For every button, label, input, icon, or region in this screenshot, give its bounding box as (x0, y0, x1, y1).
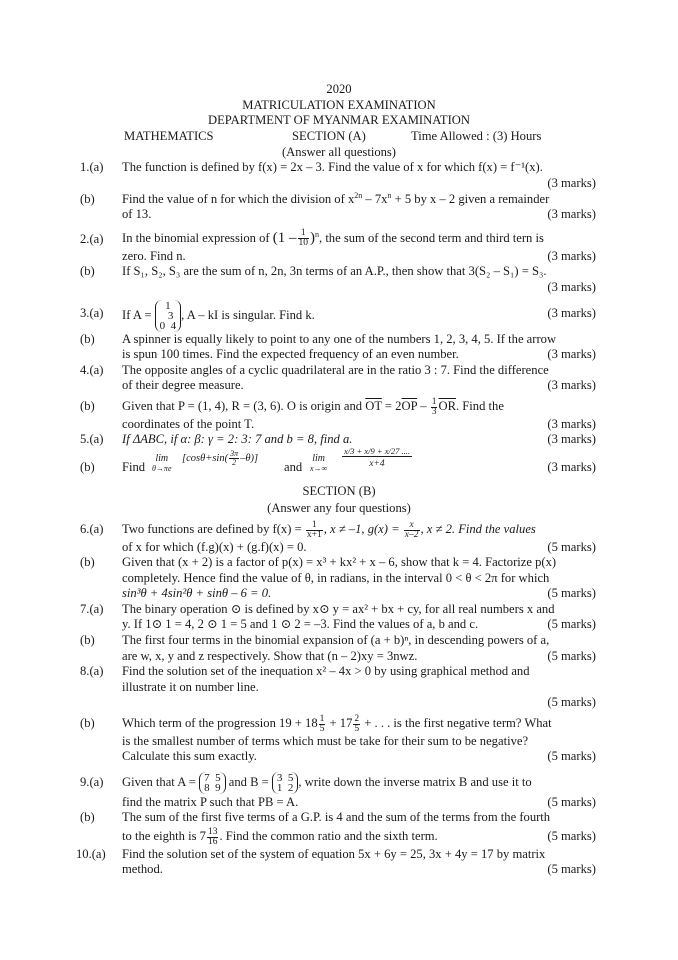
marks: (3 marks) (547, 279, 596, 294)
limit-1-expression: [cosθ+sin( $\frac{3\pi}{2}$ –θ)] (182, 448, 259, 467)
marks: (5 marks) (547, 648, 596, 663)
time-allowed: Time Allowed : (3) Hours (411, 128, 542, 143)
question-1a (0, 160, 678, 191)
question-text: Given that P = (1, 4), R = (3, 6). O is origin and $\overline{OT} = 2\overline{OP}$ – $\frac{1}{3}$ $\overline{OR}$. Find the (122, 396, 504, 417)
question-text-line: completely. Hence find the value of θ, in radians, in the interval 0 < θ < 2π for which (122, 570, 550, 585)
question-8b (0, 713, 678, 765)
question-number: 6.(a) (80, 521, 104, 536)
question-7b (0, 633, 678, 664)
matrix-a: 7 5 8 9 (199, 772, 226, 794)
marks: (3 marks) (547, 347, 596, 362)
marks: (5 marks) (547, 749, 596, 764)
question-text-line: are w, x, y and z respectively. Show that (n – 2)xy = 3nwz. (122, 648, 418, 663)
question-8a (0, 664, 678, 711)
question-text-line: zero. Find n. (122, 248, 186, 263)
marks: (3 marks) (547, 416, 596, 431)
marks: (3 marks) (547, 305, 596, 320)
question-text-line: find the matrix P such that PB = A. (122, 794, 299, 809)
question-text-line: is the smallest number of terms which must be take for their sum to be negative? (122, 733, 529, 748)
question-number: 2.(a) (80, 231, 104, 246)
question-number: (b) (80, 716, 95, 731)
question-text-line: of x for which (f.g)(x) + (g.f)(x) = 0. (122, 539, 307, 554)
limit-2: lim x→∞ (310, 452, 328, 473)
limit-2-fraction: x/3 + x/9 + x/27 .... x+4 (344, 445, 410, 469)
question-text-line: illustrate it on number line. (122, 679, 259, 694)
question-text-line: The opposite angles of a cyclic quadrilateral are in the ratio 3 : 7. Find the difference (122, 362, 549, 377)
marks: (5 marks) (547, 695, 596, 710)
question-number: 3.(a) (80, 305, 104, 320)
question-number: (b) (80, 191, 95, 206)
marks: (5 marks) (547, 829, 596, 844)
limit-1: lim θ→πe (152, 452, 172, 473)
question-number: 7.(a) (80, 601, 104, 616)
question-5a (0, 432, 678, 448)
question-4b (0, 396, 678, 432)
question-text-line: Calculate this sum exactly. (122, 749, 257, 764)
question-9a (0, 769, 678, 811)
question-text-line: Find the solution set of the system of equation 5x + 6y = 25, 3x + 4y = 17 by matrix (122, 846, 546, 861)
matrix-b: 3 5 1 2 (272, 772, 299, 794)
question-number: (b) (80, 633, 95, 648)
question-6a (0, 519, 678, 555)
question-number: (b) (80, 398, 95, 413)
marks: (3 marks) (547, 248, 596, 263)
question-text: If A = 1 3 0 4 , A – kI is singular. Find k. (3 marks) (122, 299, 596, 332)
question-7a (0, 602, 678, 633)
marks: (3 marks) (547, 378, 596, 393)
question-6b (0, 555, 678, 602)
section-b-title: SECTION (B) (302, 483, 376, 498)
question-text-line: y. If 1⊙ 1 = 4, 2 ⊙ 1 = 5 and 1 ⊙ 2 = –3. Find the values of a, b and c. (122, 617, 479, 632)
marks: (5 marks) (547, 617, 596, 632)
question-number: 8.(a) (80, 664, 104, 679)
exam-year: 2020 (326, 82, 352, 96)
question-10a (0, 847, 678, 878)
question-text-line: Find the solution set of the inequation x² – 4x > 0 by using graphical method and (122, 664, 530, 679)
question-text-line: method. (122, 862, 163, 877)
question-text-line: A spinner is equally likely to point to any one of the numbers 1, 2, 3, 4, 5. If the arrow (122, 331, 557, 346)
question-number: (b) (80, 331, 95, 346)
marks: (5 marks) (547, 586, 596, 601)
question-3b (0, 332, 678, 363)
question-number: 5.(a) (80, 432, 104, 447)
question-number: (b) (80, 264, 95, 279)
marks: (5 marks) (547, 539, 596, 554)
marks: (5 marks) (547, 862, 596, 877)
question-number: 4.(a) (80, 362, 104, 377)
question-text-line: The sum of the first five terms of a G.P. is 4 and the sum of the terms from the fourth (122, 810, 551, 825)
question-text: If S₁, S₂, S₃ are the sum of n, 2n, 3n terms of an A.P., then show that 3(S₂ – S₁) = S₃. (122, 264, 547, 279)
marks: (3 marks) (547, 175, 596, 190)
question-text: If ΔABC, if α: β: γ = 2: 3: 7 and b = 8, find a. (122, 432, 353, 447)
subject-name: MATHEMATICS (124, 128, 214, 143)
question-text: The function is defined by f(x) = 2x – 3. Find the value of x for which f(x) = f⁻¹(x). (122, 160, 543, 175)
question-3a (0, 300, 678, 332)
question-1b (0, 192, 678, 223)
question-text-line: is spun 100 times. Find the expected frequency of an even number. (122, 347, 459, 362)
question-9b (0, 810, 678, 846)
marks: (3 marks) (547, 459, 596, 474)
question-number: (b) (80, 810, 95, 825)
question-number: 9.(a) (80, 774, 104, 789)
question-text-line: coordinates of the point T. (122, 416, 255, 431)
question-number: 1.(a) (80, 160, 104, 175)
question-2a (0, 227, 678, 265)
question-text-line: Given that (x + 2) is a factor of p(x) = x³ + kx² + x – 6, show that k = 4. Factorize p(x) (122, 555, 557, 570)
question-text: Given that A = 7 5 8 9 and B = 3 5 1 2 , write down the inverse matrix B and use it to (122, 771, 532, 794)
question-number: (b) (80, 459, 95, 474)
marks: (5 marks) (547, 794, 596, 809)
question-text-line: The binary operation ⊙ is defined by x⊙ y = ax² + bx + cy, for all real numbers x and (122, 601, 555, 616)
department-name: DEPARTMENT OF MYANMAR EXAMINATION (208, 113, 470, 128)
matrix-a: 1 3 0 4 (155, 300, 182, 332)
section-b-instruction: (Answer any four questions) (267, 501, 411, 516)
marks: (3 marks) (547, 207, 596, 222)
question-text: In the binomial expression of (1 – $\frac{1}{10}$ )$^n$, the sum of the second term and third tern is (122, 228, 544, 249)
question-number: 10.(a) (76, 846, 106, 861)
question-text-line: The first four terms in the binomial expansion of (a + b)ⁿ, in descending powers of a, (122, 633, 550, 648)
question-2b (0, 264, 678, 295)
question-5b: (b) Find lim θ→πe [cosθ+sin( $\frac{3\pi}{2}$ –θ)] and lim x→∞ x/3 + x/9 + x/27 .... x+4 (3 marks) (80, 445, 596, 474)
question-text-line: of 13. (122, 207, 152, 222)
question-text-line: of their degree measure. (122, 378, 244, 393)
exam-title: MATRICULATION EXAMINATION (242, 97, 436, 112)
question-text-line: to the eighth is 7 $\frac{13}{16}$ . Find the common ratio and the sixth term. (5 marks) (122, 826, 596, 847)
question-text: Two functions are defined by f(x) = $\frac{1}{x+1}$ , x ≠ –1, g(x) = $\frac{x}{x-2}$ , x ≠ 2. Find the values (122, 519, 536, 540)
subject-row (0, 129, 678, 145)
question-text: Which term of the progression 19 + 18 $\frac{1}{5}$ + 17 $\frac{2}{5}$ + . . . is the first negative term? What (122, 713, 552, 734)
section-a-instruction: (Answer all questions) (281, 144, 397, 159)
question-4a (0, 363, 678, 394)
section-a-title: SECTION (A) (292, 128, 366, 143)
question-text: Find the value of n for which the division of $x^{2n} - 7x^n + 5$ by x – 2 given a remainder (122, 190, 550, 206)
question-text-line: sin³θ + 4sin²θ + sinθ – 6 = 0. (122, 586, 272, 601)
question-number: (b) (80, 555, 95, 570)
marks: (3 marks) (547, 432, 596, 447)
